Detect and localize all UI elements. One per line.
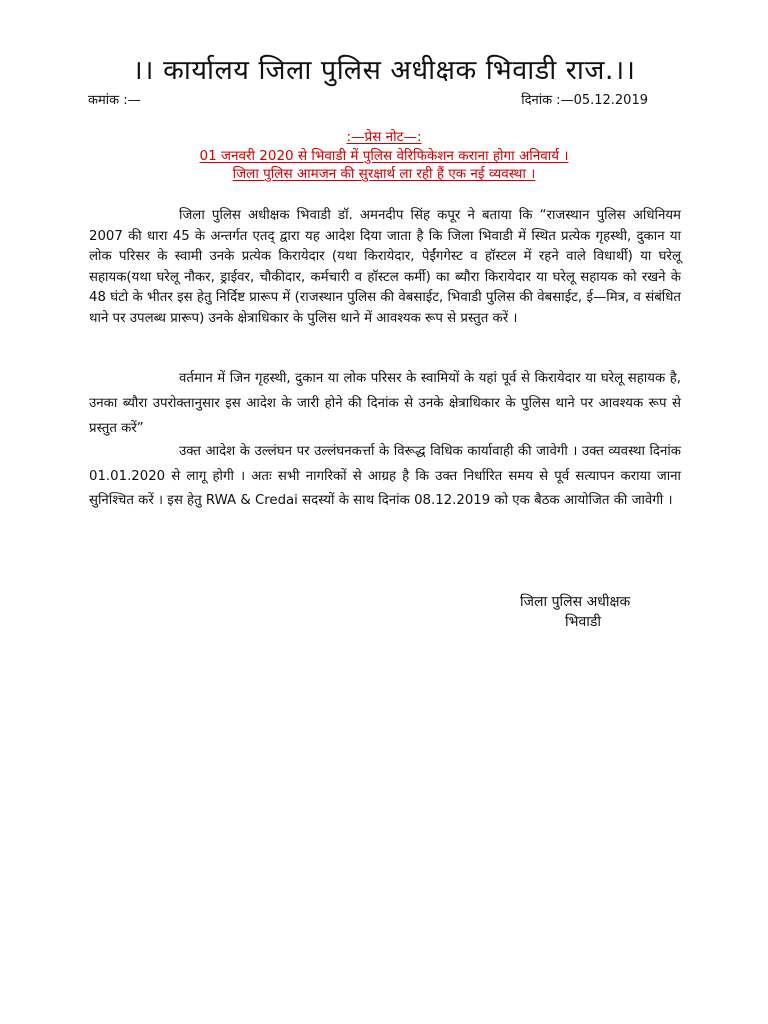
signature-location: भिवाडी xyxy=(565,614,601,630)
press-note-headline-2: जिला पुलिस आमजन की सुरक्षार्थ ला रही हैं एक नई व्यवस्था । xyxy=(232,166,536,182)
reference-number-label: कमांक :— xyxy=(88,93,141,108)
press-note-headline-1: 01 जनवरी 2020 से भिवाडी में पुलिस वेरिफिकेशन कराना होगा अनिवार्य । xyxy=(199,147,569,164)
office-title: ।। कार्यालय जिला पुलिस अधीक्षक भिवाडी राज.।। xyxy=(132,55,636,86)
press-note-block xyxy=(0,128,768,184)
date-label: दिनांक :—05.12.2019 xyxy=(521,93,648,108)
body-paragraph-2: वर्तमान में जिन गृहस्थी, दुकान या लोक परिसर के स्वामियों के यहां पूर्व से किरायेदार या घरेलू सहायक है, उनका ब्यौरा उपरोक्तानुसार इस आदेश के जारी होने की दिनांक से उनके क्षेत्राधिकार के पुलिस थाने पर आवश्यक रूप से प्रस्तुत करें” xyxy=(89,371,681,436)
press-note-label: :—प्रेस नोट—: xyxy=(346,129,422,145)
body-paragraph-3: उक्त आदेश के उल्लंघन पर उल्लंघनकर्त्ता के विरूद्ध विधिक कार्यावाही की जावेगी । उक्त व्यवस्था दिनांक 01.01.2020 से लागू होगी । अतः सभी नागरिकों से आग्रह है कि उक्त निर्धारित समय से पूर्व सत्यापन कराया जाना सुनिश्चित करें । इस हेतु RWA & Credai सदस्यों के साथ दिनांक 08.12.2019 को एक बैठक आयोजित की जावेगी । xyxy=(89,444,681,508)
signature-designation: जिला पुलिस अधीक्षक xyxy=(520,594,631,610)
body-paragraph-1: जिला पुलिस अधीक्षक भिवाडी डॉ. अमनदीप सिंह कपूर ने बताया कि “राजस्थान पुलिस अधिनियम 2007 की धारा 45 के अन्तर्गत एतद् द्वारा यह आदेश दिया जाता है कि जिला भिवाडी में स्थित प्रत्येक गृहस्थी, दुकान या लोक परिसर के स्वामी उनके प्रत्येक किरायेदार (यथा किरायेदार, पेईंगगेस्ट व हॉस्टल में रहने वाले विधार्थी) या घरेलू सहायक(यथा घरेलू नौकर, ड्राईवर, चौकीदार, कर्मचारी व हॉस्टल कर्मी) का ब्यौरा किरायेदार या घरेलू सहायक को रखने के 48 घंटो के भीतर इस हेतु निर्दिष्ट प्रारूप में (राजस्थान पुलिस की वेबसाईट, भिवाडी पुलिस की वेबसाईट, ई—मित्र, व संबंधित थाने पर उपलब्ध प्रारूप) उनके क्षेत्राधिकार के पुलिस थाने में आवश्यक रूप से प्रस्तुत करें । xyxy=(89,208,681,326)
